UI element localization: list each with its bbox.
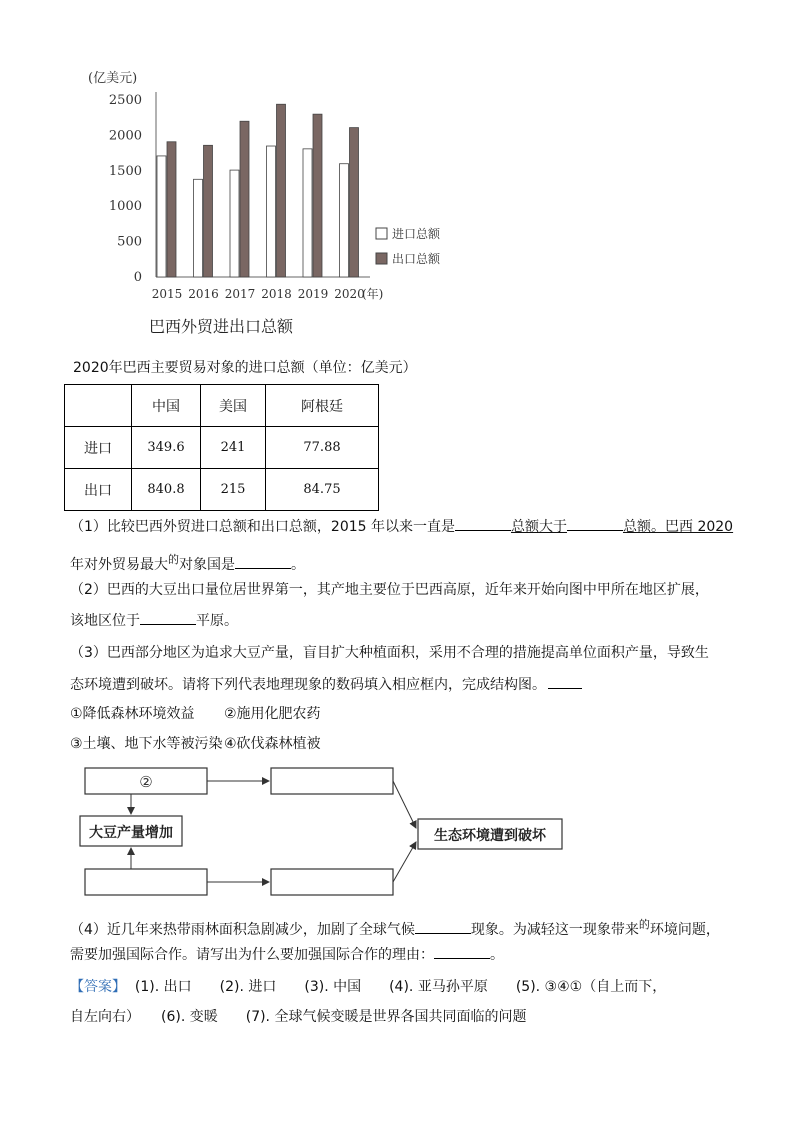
box-bottom-left xyxy=(85,869,207,895)
bar-import-2017 xyxy=(230,170,239,277)
x-tick-label: 2019 xyxy=(297,287,329,301)
cell-export-usa: 215 xyxy=(201,469,266,511)
table-row xyxy=(65,427,379,469)
bar-import-2016 xyxy=(194,179,203,277)
y-tick-label: 500 xyxy=(117,234,142,250)
table-row xyxy=(65,469,379,511)
cell-import-argentina: 77.88 xyxy=(266,427,379,469)
trade-table xyxy=(64,384,379,511)
table-title: 2020年巴西主要贸易对象的进口总额（单位：亿美元） xyxy=(73,360,417,376)
structure-diagram xyxy=(70,760,590,900)
q1-blank-3[interactable] xyxy=(235,554,291,569)
x-tick-label: 2020 xyxy=(334,287,365,301)
q4-blank-2[interactable] xyxy=(434,944,490,959)
bar-export-2020 xyxy=(350,128,359,277)
table-header-row xyxy=(65,385,379,427)
box-eco-damage-label: 生态环境遭到破坏 xyxy=(434,828,546,844)
y-axis-unit: (亿美元) xyxy=(88,71,138,86)
arrow-bottom-right-to-result xyxy=(393,842,416,882)
q3-option-1: ①降低森林环境效益 xyxy=(70,706,195,722)
header-cell-empty xyxy=(65,385,132,427)
q4-text-d: 环境问题， xyxy=(649,922,720,938)
row-label-export: 出口 xyxy=(65,469,132,511)
y-tick-label: 2000 xyxy=(108,128,142,144)
x-tick-label: 2018 xyxy=(261,287,292,301)
y-tick-label: 0 xyxy=(133,270,142,285)
answer-text-line1: (1). 出口 (2). 进口 (3). 中国 (4). 亚马孙平原 (5). ③④①（自上而下， xyxy=(134,979,667,995)
q3-line1: （3）巴西部分地区为追求大豆产量，盲目扩大种植面积，采用不合理的措施提高单位面积产量，导致生 xyxy=(70,645,709,661)
q3-option-2: ②施用化肥农药 xyxy=(224,706,321,722)
row-label-import: 进口 xyxy=(65,427,132,469)
q4-text-line2a: 需要加强国际合作。请写出为什么要加强国际合作的理由： xyxy=(70,947,434,963)
bar-export-2016 xyxy=(204,145,213,277)
q1-blank-1[interactable] xyxy=(455,516,511,531)
x-tick-label: 2015 xyxy=(151,287,183,301)
bar-export-2015 xyxy=(167,142,176,277)
q4-blank-1[interactable] xyxy=(415,919,471,934)
box-top-right xyxy=(271,768,393,794)
y-tick-labels xyxy=(109,93,142,285)
arrow-top-right-to-result xyxy=(393,781,416,828)
bar-import-2020 xyxy=(340,164,349,277)
q1-text-g: 。 xyxy=(291,557,305,573)
cell-import-usa: 241 xyxy=(201,427,266,469)
legend-label-import: 进口总额 xyxy=(392,227,441,241)
q1-blank-2[interactable] xyxy=(567,516,623,531)
q2-line2 xyxy=(70,610,238,631)
q3-line2 xyxy=(70,674,582,695)
legend-swatch-import xyxy=(376,228,387,239)
x-tick-label: 2017 xyxy=(224,287,256,301)
cell-import-china: 349.6 xyxy=(132,427,201,469)
header-cell-china: 中国 xyxy=(132,385,201,427)
q3-options-row2 xyxy=(70,734,321,754)
q4-text-line2b: 。 xyxy=(490,947,504,963)
q1-text-d: 年对外贸易最大 xyxy=(70,557,168,573)
q2-line1: （2）巴西的大豆出口量位居世界第一，其产地主要位于巴西高原，近年来开始向图中甲所在地区扩展， xyxy=(70,582,709,598)
q3-blank[interactable] xyxy=(548,674,582,689)
q2-text-b: 平原。 xyxy=(196,613,238,629)
q2-blank[interactable] xyxy=(140,610,196,625)
answer-line1 xyxy=(70,977,666,997)
cell-export-china: 840.8 xyxy=(132,469,201,511)
bar-export-2018 xyxy=(277,104,286,277)
q3-option-3: ③土壤、地下水等被污染 xyxy=(70,736,223,752)
q4-text-b: 现象。为减轻这一现象带来 xyxy=(470,922,639,938)
legend-label-export: 出口总额 xyxy=(392,252,441,266)
q3-options-row1 xyxy=(70,704,321,724)
bar-export-2019 xyxy=(313,114,322,277)
header-cell-usa: 美国 xyxy=(201,385,266,427)
header-cell-argentina: 阿根廷 xyxy=(266,385,379,427)
box-soy-yield-label: 大豆产量增加 xyxy=(89,825,173,841)
box-top-left-label: ② xyxy=(139,773,153,791)
answer-tag: 【答案】 xyxy=(70,979,126,995)
box-bottom-right xyxy=(271,869,393,895)
q4-line1 xyxy=(70,915,720,940)
chart-caption: 巴西外贸进出口总额 xyxy=(149,317,294,336)
legend-swatch-export xyxy=(376,253,387,264)
y-tick-label: 2500 xyxy=(108,93,142,108)
cell-export-argentina: 84.75 xyxy=(266,469,379,511)
q1-line2 xyxy=(70,550,305,575)
bar-import-2015 xyxy=(157,156,166,277)
trade-bar-chart xyxy=(80,62,460,312)
q1-text-b: 总额大于 xyxy=(511,519,567,535)
q1-text-a: （1）比较巴西外贸进口总额和出口总额，2015 年以来一直是 xyxy=(70,519,455,535)
q3-text-line2: 态环境遭到破坏。请将下列代表地理现象的数码填入相应框内，完成结构图。 xyxy=(70,677,546,693)
q3-option-4: ④砍伐森林植被 xyxy=(224,736,321,752)
q4-text-a: （4）近几年来热带雨林面积急剧减少，加剧了全球气候 xyxy=(70,922,415,938)
bar-import-2019 xyxy=(303,149,312,277)
x-tick-label: 2016 xyxy=(188,287,219,301)
q1-text-f: 对象国是 xyxy=(179,557,235,573)
bar-import-2018 xyxy=(267,146,276,277)
y-tick-label: 1000 xyxy=(108,199,142,215)
y-tick-label: 1500 xyxy=(108,163,142,179)
q1-text-c: 总额。巴西 2020 xyxy=(623,519,734,535)
x-axis-unit: (年) xyxy=(362,287,384,301)
bar-export-2017 xyxy=(240,121,249,277)
q4-text-c: 的 xyxy=(638,918,650,931)
q4-line2 xyxy=(70,944,504,965)
q1-text-e: 的 xyxy=(168,553,179,566)
q1-line1 xyxy=(70,516,733,537)
answer-line2: 自左向右） (6). 变暖 (7). 全球气候变暖是世界各国共同面临的问题 xyxy=(70,1009,527,1025)
q2-text-a: 该地区位于 xyxy=(70,613,140,629)
